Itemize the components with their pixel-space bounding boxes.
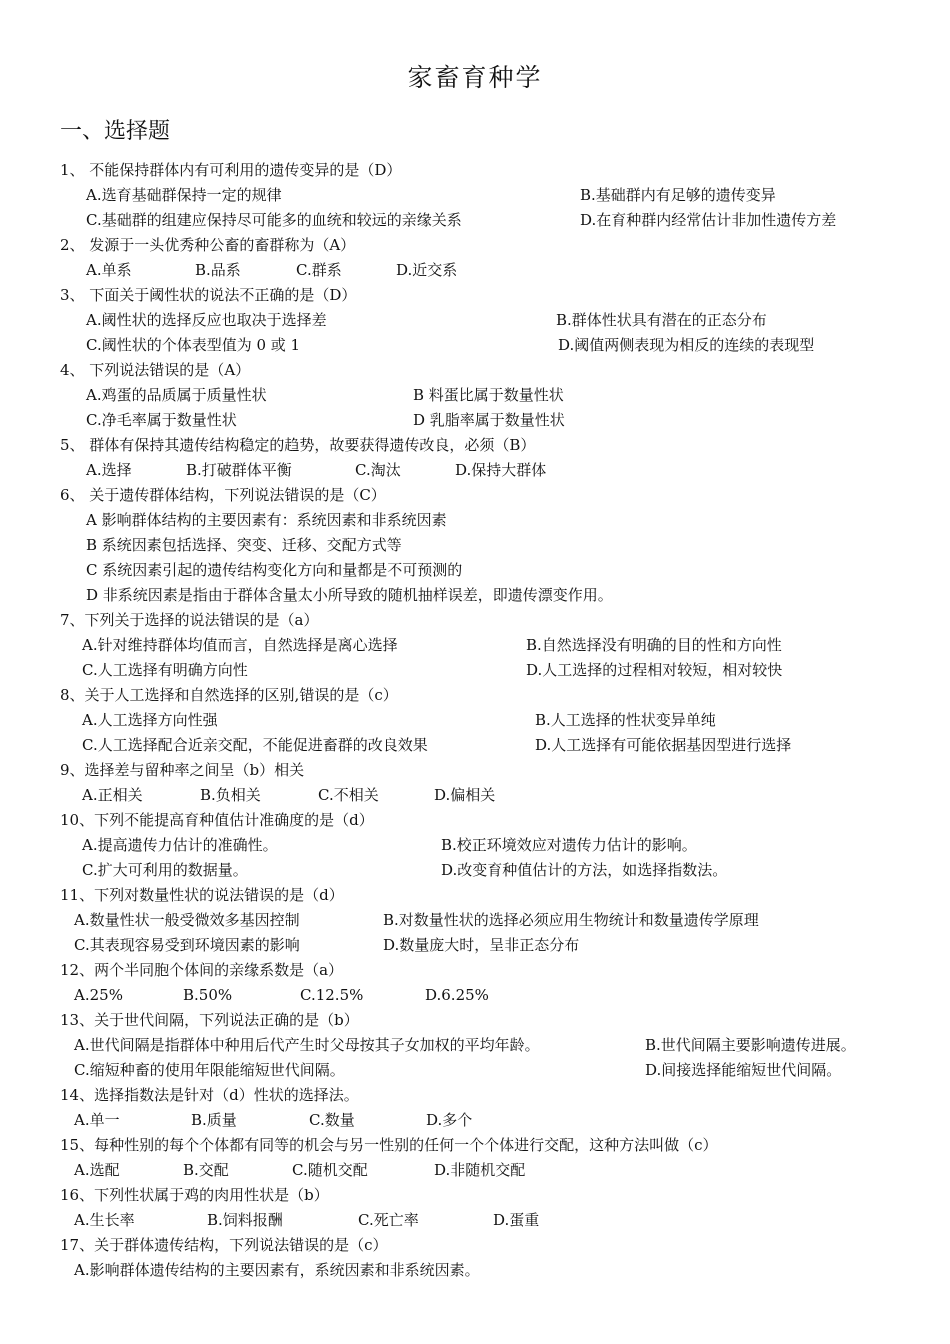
question-text: 16、下列性状属于鸡的肉用性状是（b） xyxy=(60,1186,329,1204)
option-text: A.影响群体遗传结构的主要因素有，系统因素和非系统因素。 xyxy=(74,1261,480,1279)
option-text: C.12.5% xyxy=(300,986,364,1004)
option-text: D.人工选择的过程相对较短，相对较快 xyxy=(526,661,783,679)
option-text: C.缩短种畜的使用年限能缩短世代间隔。 xyxy=(74,1061,345,1079)
option-text: D.人工选择有可能依据基因型进行选择 xyxy=(535,736,792,754)
option-text: C.人工选择配合近亲交配，不能促进畜群的改良效果 xyxy=(82,736,428,754)
option-text: D.6.25% xyxy=(425,986,489,1004)
question-text: 7、下列关于选择的说法错误的是（a） xyxy=(60,611,319,629)
option-text: D.保持大群体 xyxy=(455,461,547,479)
option-text: B.自然选择没有明确的目的性和方向性 xyxy=(526,636,782,654)
option-text: C.扩大可利用的数据量。 xyxy=(82,861,248,879)
option-text: A.选配 xyxy=(74,1161,120,1179)
option-text: A.选育基础群保持一定的规律 xyxy=(86,186,282,204)
option-text: D.非随机交配 xyxy=(434,1161,526,1179)
question-text: 9、选择差与留种率之间呈（b）相关 xyxy=(60,761,305,779)
option-text: C 系统因素引起的遗传结构变化方向和量都是不可预测的 xyxy=(86,561,463,579)
question-text: 5、 群体有保持其遗传结构稳定的趋势，故要获得遗传改良，必须（B） xyxy=(60,436,536,454)
option-text: D.多个 xyxy=(426,1111,473,1129)
option-text: C.死亡率 xyxy=(358,1211,419,1229)
question-text: 1、 不能保持群体内有可利用的遗传变异的是（D） xyxy=(60,161,402,179)
option-text: C.不相关 xyxy=(318,786,379,804)
question-text: 4、 下列说法错误的是（A） xyxy=(60,361,251,379)
option-text: B.负相关 xyxy=(200,786,261,804)
option-text: C.净毛率属于数量性状 xyxy=(86,411,237,429)
question-text: 2、 发源于一头优秀种公畜的畜群称为（A） xyxy=(60,236,356,254)
option-text: B.交配 xyxy=(183,1161,229,1179)
question-text: 12、两个半同胞个体间的亲缘系数是（a） xyxy=(60,961,344,979)
option-text: A.数量性状一般受微效多基因控制 xyxy=(74,911,300,929)
option-text: D.在育种群内经常估计非加性遗传方差 xyxy=(580,211,837,229)
option-text: D.蛋重 xyxy=(493,1211,540,1229)
option-text: B 系统因素包括选择、突变、迁移、交配方式等 xyxy=(86,536,402,554)
option-text: D.改变育种值估计的方法，如选择指数法。 xyxy=(441,861,728,879)
option-text: B 料蛋比属于数量性状 xyxy=(413,386,564,404)
option-text: D.阈值两侧表现为相反的连续的表现型 xyxy=(558,336,815,354)
option-text: B.群体性状具有潜在的正态分布 xyxy=(556,311,767,329)
option-text: B.人工选择的性状变异单纯 xyxy=(535,711,716,729)
option-text: B.饲料报酬 xyxy=(207,1211,283,1229)
document-title: 家畜育种学 xyxy=(407,63,543,92)
option-text: D 非系统因素是指由于群体含量太小所导致的随机抽样误差，即遗传漂变作用。 xyxy=(86,586,613,604)
option-text: A 影响群体结构的主要因素有：系统因素和非系统因素 xyxy=(86,511,447,529)
option-text: B.打破群体平衡 xyxy=(186,461,292,479)
option-text: D.近交系 xyxy=(396,261,458,279)
option-text: D.间接选择能缩短世代间隔。 xyxy=(645,1061,842,1079)
option-text: A.选择 xyxy=(86,461,132,479)
option-text: C.基础群的组建应保持尽可能多的血统和较远的亲缘关系 xyxy=(86,211,462,229)
option-text: A.单系 xyxy=(86,261,132,279)
option-text: B.品系 xyxy=(195,261,241,279)
option-text: D.偏相关 xyxy=(434,786,496,804)
question-text: 10、下列不能提高育种值估计准确度的是（d） xyxy=(60,811,374,829)
question-text: 13、关于世代间隔，下列说法正确的是（b） xyxy=(60,1011,359,1029)
option-text: A.针对维持群体均值而言，自然选择是离心选择 xyxy=(82,636,398,654)
option-text: B.世代间隔主要影响遗传进展。 xyxy=(645,1036,856,1054)
option-text: C.淘汰 xyxy=(355,461,401,479)
question-text: 11、下列对数量性状的说法错误的是（d） xyxy=(60,886,344,904)
option-text: B.基础群内有足够的遗传变异 xyxy=(580,186,776,204)
option-text: D.数量庞大时，呈非正态分布 xyxy=(383,936,580,954)
option-text: A.阈性状的选择反应也取决于选择差 xyxy=(86,311,327,329)
option-text: B.校正环境效应对遗传力估计的影响。 xyxy=(441,836,697,854)
option-text: A.生长率 xyxy=(74,1211,135,1229)
question-text: 3、 下面关于阈性状的说法不正确的是（D） xyxy=(60,286,357,304)
question-text: 17、关于群体遗传结构，下列说法错误的是（c） xyxy=(60,1236,388,1254)
option-text: B.质量 xyxy=(191,1111,237,1129)
option-text: A.25% xyxy=(74,986,123,1004)
option-text: D 乳脂率属于数量性状 xyxy=(413,411,565,429)
option-text: C.群系 xyxy=(296,261,342,279)
question-text: 15、每种性别的每个个体都有同等的机会与另一性别的任何一个个体进行交配，这种方法叫做（c） xyxy=(60,1136,718,1154)
option-text: B.50% xyxy=(183,986,233,1004)
question-text: 6、 关于遗传群体结构，下列说法错误的是（C） xyxy=(60,486,386,504)
section-heading: 一、选择题 xyxy=(60,119,171,144)
option-text: A.正相关 xyxy=(82,786,143,804)
option-text: A.提高遗传力估计的准确性。 xyxy=(82,836,278,854)
option-text: A.鸡蛋的品质属于质量性状 xyxy=(86,386,267,404)
option-text: B.对数量性状的选择必须应用生物统计和数量遗传学原理 xyxy=(383,911,759,929)
question-text: 8、关于人工选择和自然选择的区别,错误的是（c） xyxy=(60,686,398,704)
option-text: A.单一 xyxy=(74,1111,120,1129)
option-text: C.人工选择有明确方向性 xyxy=(82,661,248,679)
option-text: C.随机交配 xyxy=(292,1161,368,1179)
option-text: C.其表现容易受到环境因素的影响 xyxy=(74,936,300,954)
option-text: A.世代间隔是指群体中种用后代产生时父母按其子女加权的平均年龄。 xyxy=(74,1036,540,1054)
option-text: A.人工选择方向性强 xyxy=(82,711,218,729)
question-text: 14、选择指数法是针对（d）性状的选择法。 xyxy=(60,1086,359,1104)
option-text: C.阈性状的个体表型值为 0 或 1 xyxy=(86,336,301,354)
option-text: C.数量 xyxy=(309,1111,355,1129)
